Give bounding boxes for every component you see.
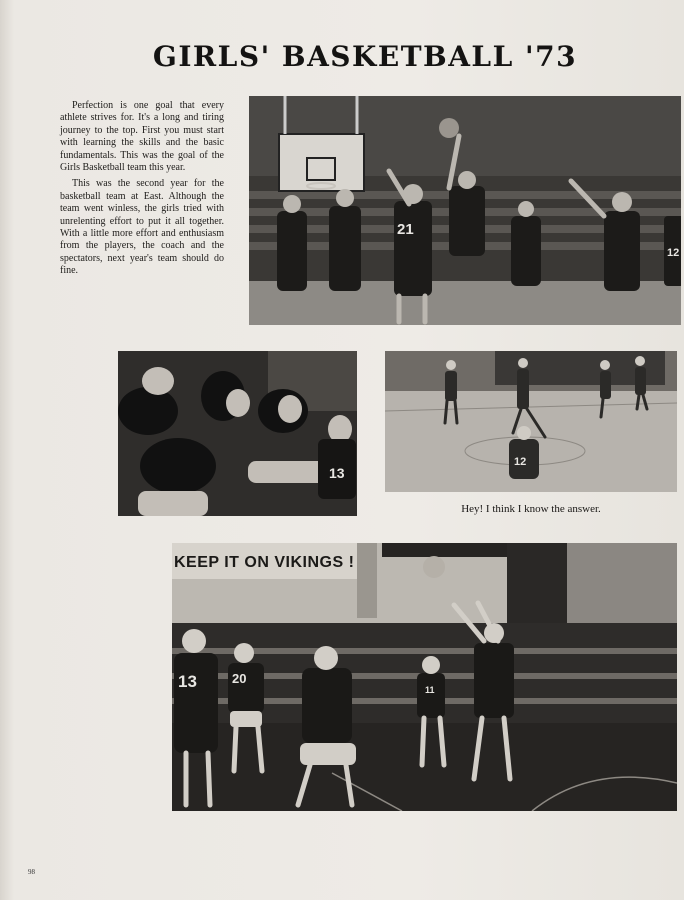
photo-gym-floor bbox=[385, 351, 677, 492]
jersey-number-13: 13 bbox=[329, 465, 345, 481]
article-paragraph-2: This was the second year for the basketball team at East. Although the team went winless, the girls tried with unrelenting effort to put it all together. With a little more effort and enthusiasm from the players, the coach and the spectators, next year's team should do fine. bbox=[60, 178, 224, 277]
jersey-number-11: 11 bbox=[425, 685, 435, 695]
photo-game-action bbox=[172, 543, 677, 811]
jersey-number-12-gym: 12 bbox=[514, 456, 527, 468]
jersey-number-21: 21 bbox=[397, 221, 414, 238]
photo-basket-jump bbox=[249, 96, 681, 325]
page-number: 98 bbox=[28, 868, 35, 876]
vikings-banner: KEEP IT ON VIKINGS ! bbox=[174, 554, 355, 571]
photo-caption: Hey! I think I know the answer. bbox=[461, 503, 601, 515]
article-paragraph-1: Perfection is one goal that every athlete strives for. It's a long and tiring journey to the top. First you must start with learning the skills and the basic fundamentals. This was the goal of the Girls Basketball team this year. bbox=[60, 100, 224, 174]
jersey-number-12: 12 bbox=[667, 247, 680, 259]
photo-team-huddle bbox=[118, 351, 357, 516]
article-text bbox=[60, 100, 224, 282]
jersey-number-20: 20 bbox=[232, 671, 247, 686]
page-title: GIRLS' BASKETBALL '73 bbox=[152, 40, 578, 73]
jersey-number-13-game: 13 bbox=[178, 672, 197, 691]
